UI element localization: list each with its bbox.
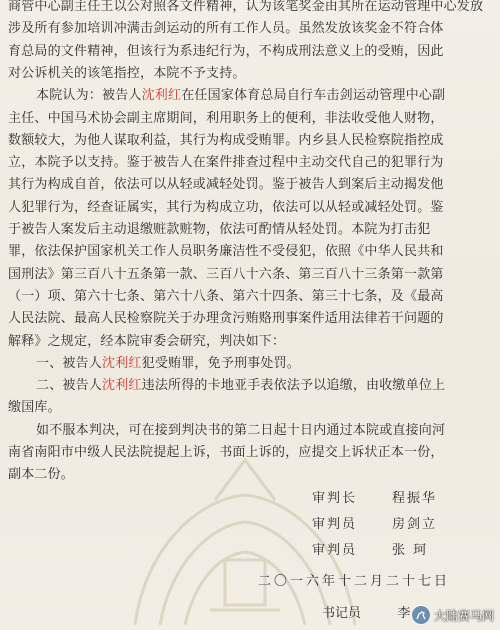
text-line: 南省南阳市中级人民法院提起上诉，书面上诉的，应提交上诉状正本一份， (8, 445, 444, 460)
text-line: 罪，依法保护国家机关工作人员职务廉洁性不受侵犯，依照《中华人民共和 (8, 244, 444, 260)
defendant-name: 沈利红 (102, 378, 142, 394)
text-line: 其行为构成自首，依法可以从轻或减轻处罚。鉴于被告人到案后主动揭发他 (8, 177, 444, 193)
text-line (36, 85, 492, 107)
text-line (36, 375, 492, 397)
text-line: 数额较大，为他人谋取利益，其行为构成受贿罪。内乡县人民检察院指控成 (8, 132, 444, 148)
signature-name: 程振华 (392, 491, 438, 506)
defendant-name: 沈利红 (102, 355, 142, 371)
text-line: 涉及所有参加培训冲满击剑运动的所有工作人员。虽然发放该奖金不符合体 (8, 21, 444, 37)
watermark (412, 602, 494, 628)
text-segment: 本院认为：被告人 (36, 88, 142, 104)
clerk-line (322, 603, 410, 625)
text-line: 人犯罪行为，经查证属实，其行为构成立功，依法可以从轻或减轻处罚。鉴 (8, 199, 444, 215)
text-line: 解释》之规定，经本院审委会研究，判决如下： (8, 333, 286, 349)
text-segment: 二、被告人 (36, 378, 103, 394)
signature-name: 张 珂 (392, 543, 429, 558)
watermark-text: 大陆赛马网 (433, 608, 494, 623)
text-line: 育总局的文件精神，但该行为系违纪行为，不构成刑法意义上的受贿，因此 (8, 43, 444, 59)
text-line: 商管中心副主任王以公对照各文件精神，认为该笔奖金由其所在运动管理中心发放 (8, 0, 484, 14)
text-line: 缴国库。 (8, 400, 61, 416)
text-line: 立，本院予以支持。鉴于被告人在案件排查过程中主动交代自己的犯罪行为 (8, 155, 444, 171)
signature-row (312, 539, 472, 563)
clerk-name: 李 (397, 606, 411, 621)
text-segment: 违法所得的卡地亚手表依法予以追缴，由收缴单位上 (141, 378, 446, 394)
text-line: 对公诉机关的该笔指控，本院不予支持。 (8, 65, 246, 81)
text-line: 主任、中国马术协会副主席期间，利用职务上的便利，非法收受他人财物， (8, 110, 444, 126)
horse-logo-icon (412, 606, 430, 624)
defendant-name: 沈利红 (141, 88, 182, 104)
text-line: （一）项、第六十七条、第六十八条、第六十四条、第三十七条，及《最高 (8, 288, 444, 304)
signature-row (312, 487, 472, 511)
text-line: 如不服本判决，可在接到判决书的第二日起十日内通过本院或直接向河 (36, 422, 446, 438)
text-segment: 犯受贿罪，免予刑事处罚。 (141, 355, 301, 371)
text-line: 国刑法》第三百八十五条第一款、三百八十六条、第三百八十三条第一款第 (8, 266, 444, 282)
text-segment: 在任国家体育总局自行车击剑运动管理中心副 (181, 88, 446, 104)
clerk-label: 书记员 (322, 606, 362, 621)
signature-row (312, 513, 472, 537)
text-line: 副本二份。 (8, 467, 75, 483)
text-line (36, 353, 492, 375)
signature-name: 房剑立 (392, 517, 438, 532)
signature-role: 审判员 (312, 517, 358, 532)
text-line: 人民法院、最高人民检察院关于办理贪污贿赂刑事案件适用法律若干问题的 (8, 311, 444, 327)
signature-role: 审判员 (312, 543, 358, 558)
signature-role: 审判长 (312, 491, 358, 506)
text-line: 于被告人案发后主动退缴赃款赃物，依法可酌情从轻处罚。本院为打击犯 (8, 222, 431, 237)
text-segment: 一、被告人 (36, 355, 103, 371)
judgment-date: 二〇一六年十二月二十七日 (258, 574, 451, 589)
